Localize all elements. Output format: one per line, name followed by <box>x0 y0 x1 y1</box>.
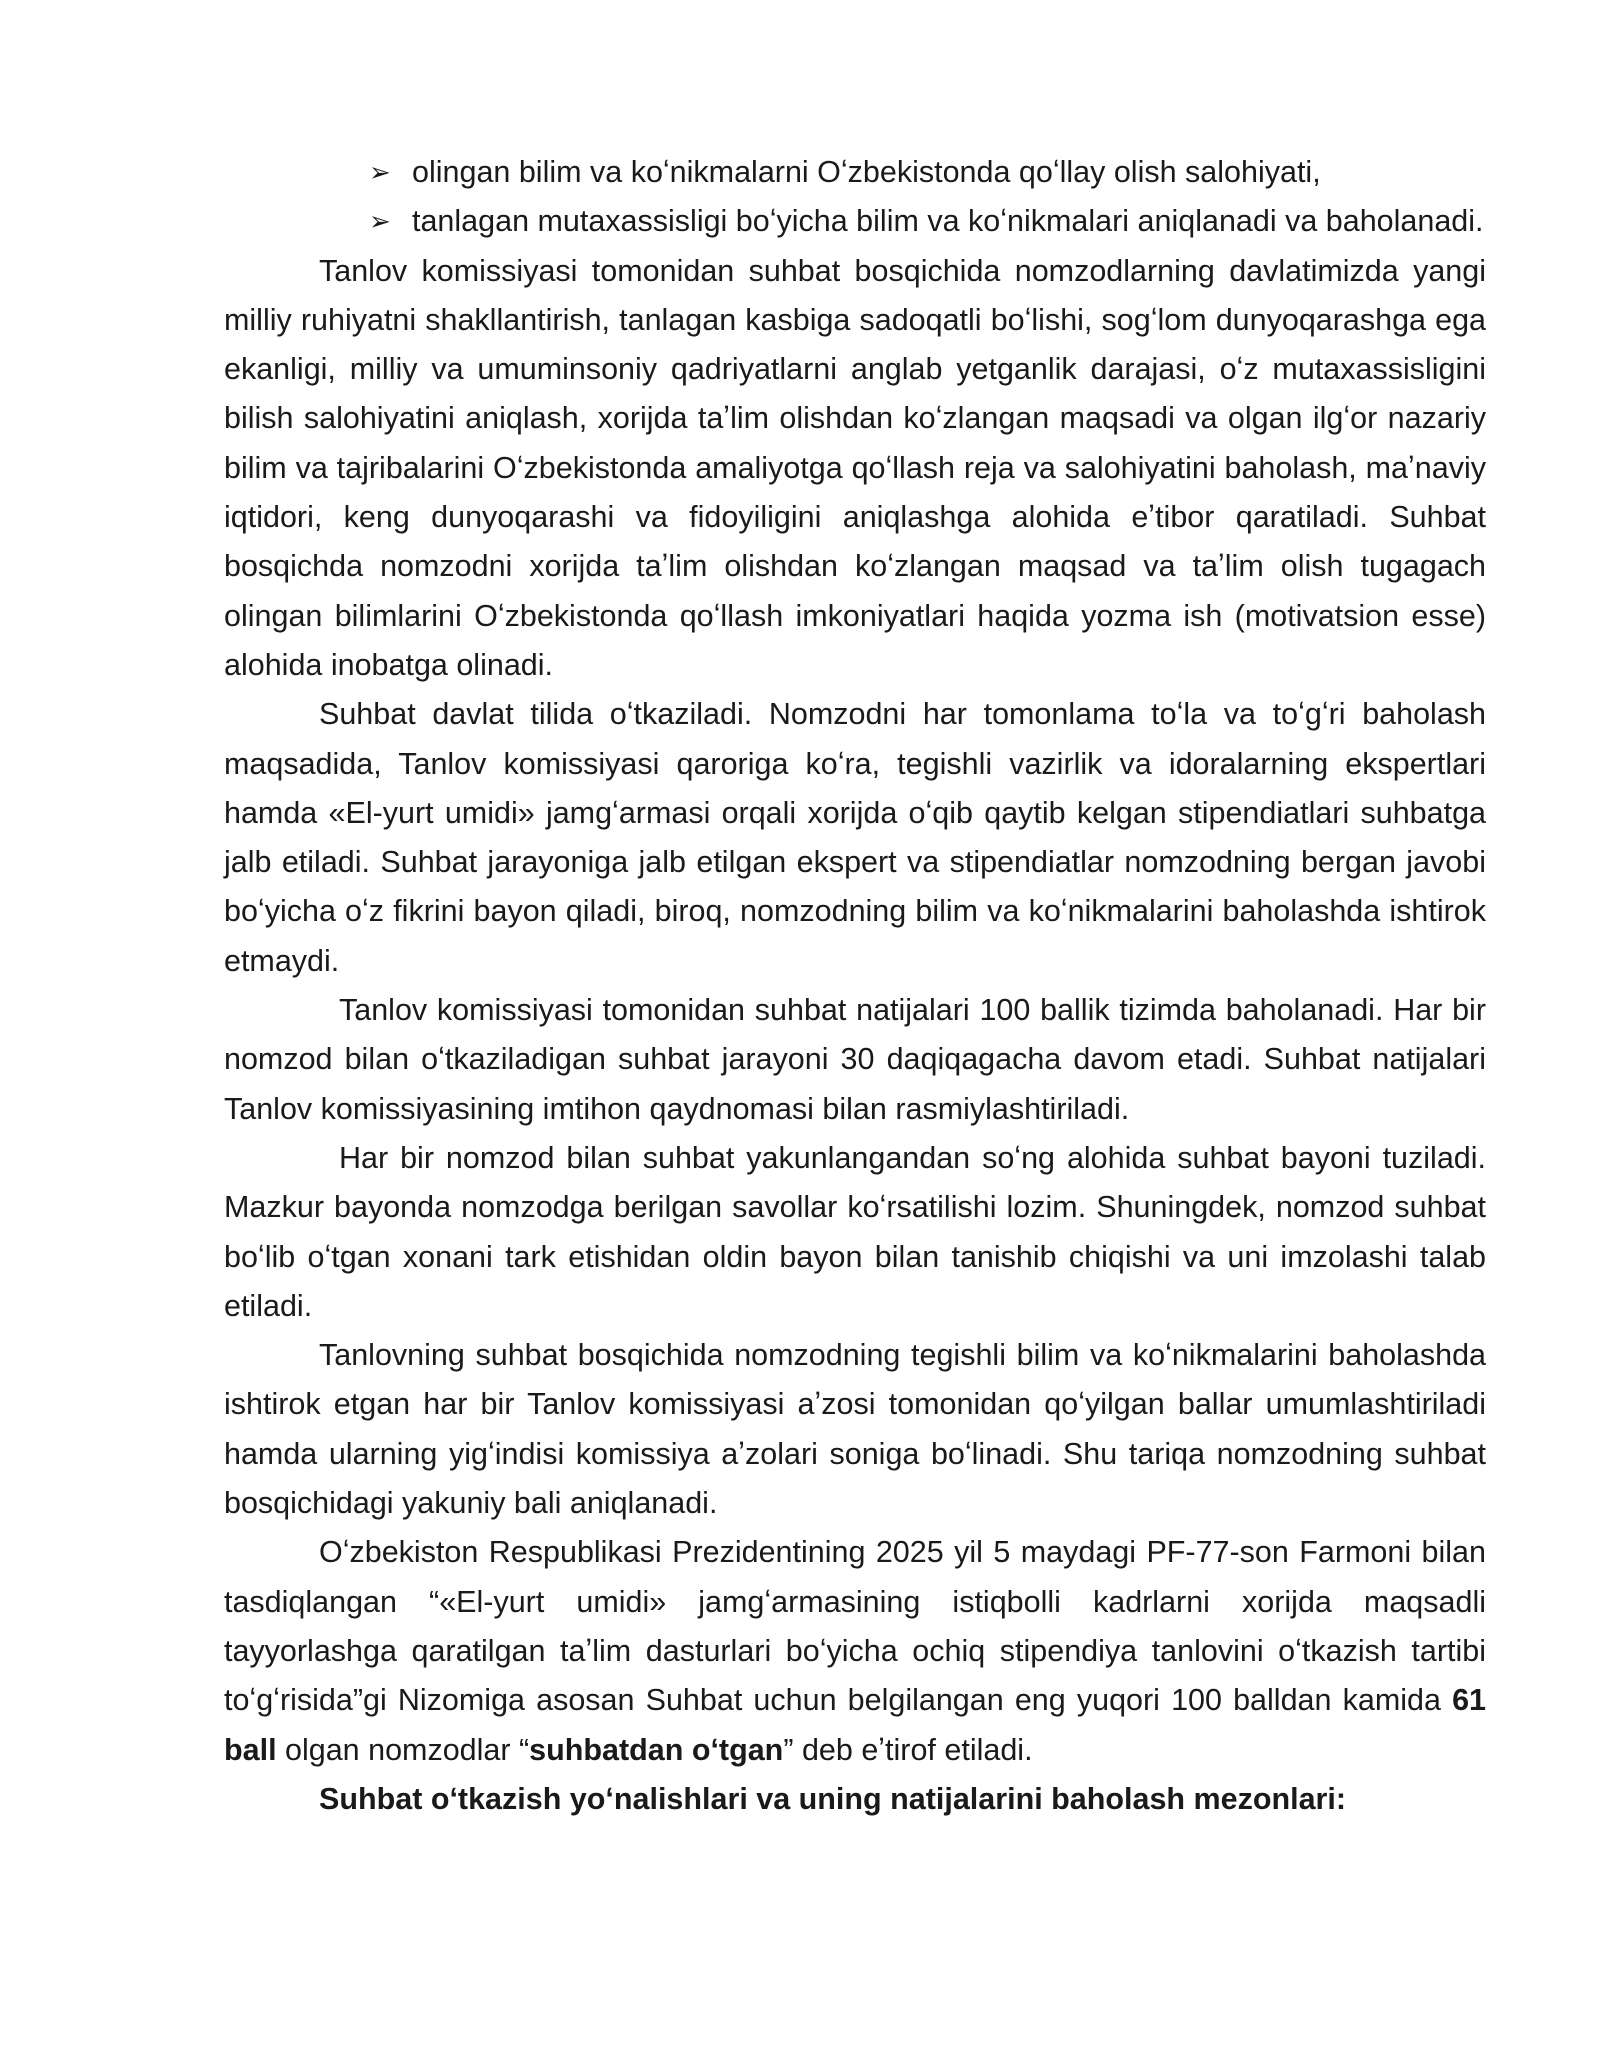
bullet-list <box>224 148 1486 247</box>
arrowhead-bullet-icon: ➢ <box>369 157 391 187</box>
paragraph-evaluation-focus: Tanlov komissiyasi tomonidan suhbat bosqichida nomzodlarning davlatimizda yangi milliy ruhiyatni shakllantirish, tanlagan kasbiga sadoqatli boʻlishi, sogʻlom dunyoqarashga ega ekanligi, milliy va umuminsoniy qadriyatlarni anglab yetganlik darajasi, oʻz mutaxassisligini bilish salohiyatini aniqlash, xorijda taʼlim olishdan koʻzlangan maqsadi va olgan ilgʻor nazariy bilim va tajribalarini Oʻzbekistonda amaliyotga qoʻllash reja va salohiyatini baholash, maʼnaviy iqtidori, keng dunyoqarashi va fidoyiligini aniqlashga alohida eʼtibor qaratiladi. Suhbat bosqichda nomzodni xorijda taʼlim olishdan koʻzlangan maqsad va taʼlim olish tugagach olingan bilimlarini Oʻzbekistonda qoʻllash imkoniyatlari haqida yozma ish (motivatsion esse) alohida inobatga olinadi. <box>224 253 1486 682</box>
bullet-item <box>224 197 1486 246</box>
bullet-text: olingan bilim va koʻnikmalarni Oʻzbekistonda qoʻllay olish salohiyati, <box>412 155 1321 189</box>
passed-status-label: suhbatdan oʻtgan <box>529 1732 784 1767</box>
paragraph-interview-minutes: Har bir nomzod bilan suhbat yakunlangandan soʻng alohida suhbat bayoni tuziladi. Mazkur bayonda nomzodga berilgan savollar koʻrsatilishi lozim. Shuningdek, nomzod suhbat boʻlib oʻtgan xonani tark etishidan oldin bayon bilan tanishib chiqishi va uni imzolashi talab etiladi. <box>224 1140 1486 1323</box>
paragraph-scoring-system: Tanlov komissiyasi tomonidan suhbat natijalari 100 ballik tizimda baholanadi. Har bir nomzod bilan oʻtkaziladigan suhbat jarayoni 30 daqiqagacha davom etadi. Suhbat natijalari Tanlov komissiyasining imtihon qaydnomasi bilan rasmiylashtiriladi. <box>224 993 1486 1126</box>
passing-score-text: olgan nomzodlar “ <box>276 1732 530 1767</box>
document-page <box>224 148 1486 1824</box>
paragraph-interview-language: Suhbat davlat tilida oʻtkaziladi. Nomzodni har tomonlama toʻla va toʻgʻri baholash maqsadida, Tanlov komissiyasi qaroriga koʻra, tegishli vazirlik va idoralarning ekspertlari hamda «El-yurt umidi» jamgʻarmasi orqali xorijda oʻqib qaytib kelgan stipendiatlari suhbatga jalb etiladi. Suhbat jarayoniga jalb etilgan ekspert va stipendiatlar nomzodning bergan javobi boʻyicha oʻz fikrini bayon qiladi, biroq, nomzodning bilim va koʻnikmalarini baholashda ishtirok etmaydi. <box>224 697 1486 978</box>
arrowhead-bullet-icon: ➢ <box>369 206 391 237</box>
passing-score-text: Oʻzbekiston Respublikasi Prezidentining 2025 yil 5 maydagi PF-77-son Farmoni bilan tasdiqlangan “«El-yurt umidi» jamgʻarmasining istiqbolli kadrlarni xorijda maqsadli tayyorlashga qaratilgan taʼlim dasturlari boʻyicha ochiq stipendiya tanlovini oʻtkazish tartibi toʻgʻrisida”gi Nizomiga asosan Suhbat uchun belgilangan eng yuqori 100 balldan kamida <box>224 1535 1486 1718</box>
bullet-item <box>224 148 1486 197</box>
section-heading: Suhbat oʻtkazish yoʻnalishlari va uning natijalarini baholash mezonlari: <box>319 1781 1347 1816</box>
passing-score-value: 61 ball <box>224 1683 1486 1767</box>
passing-score-text: ” deb eʼtirof etiladi. <box>783 1732 1033 1767</box>
bullet-text: tanlagan mutaxassisligi boʻyicha bilim va koʻnikmalari aniqlanadi va baholanadi. <box>412 204 1484 239</box>
paragraph-score-aggregation: Tanlovning suhbat bosqichida nomzodning tegishli bilim va koʻnikmalarini baholashda ishtirok etgan har bir Tanlov komissiyasi aʼzosi tomonidan qoʻyilgan ballar umumlashtiriladi hamda ularning yigʻindisi komissiya aʼzolari soniga boʻlinadi. Shu tariqa nomzodning suhbat bosqichidagi yakuniy bali aniqlanadi. <box>224 1338 1486 1521</box>
paragraph-passing-score <box>224 1528 1486 1774</box>
